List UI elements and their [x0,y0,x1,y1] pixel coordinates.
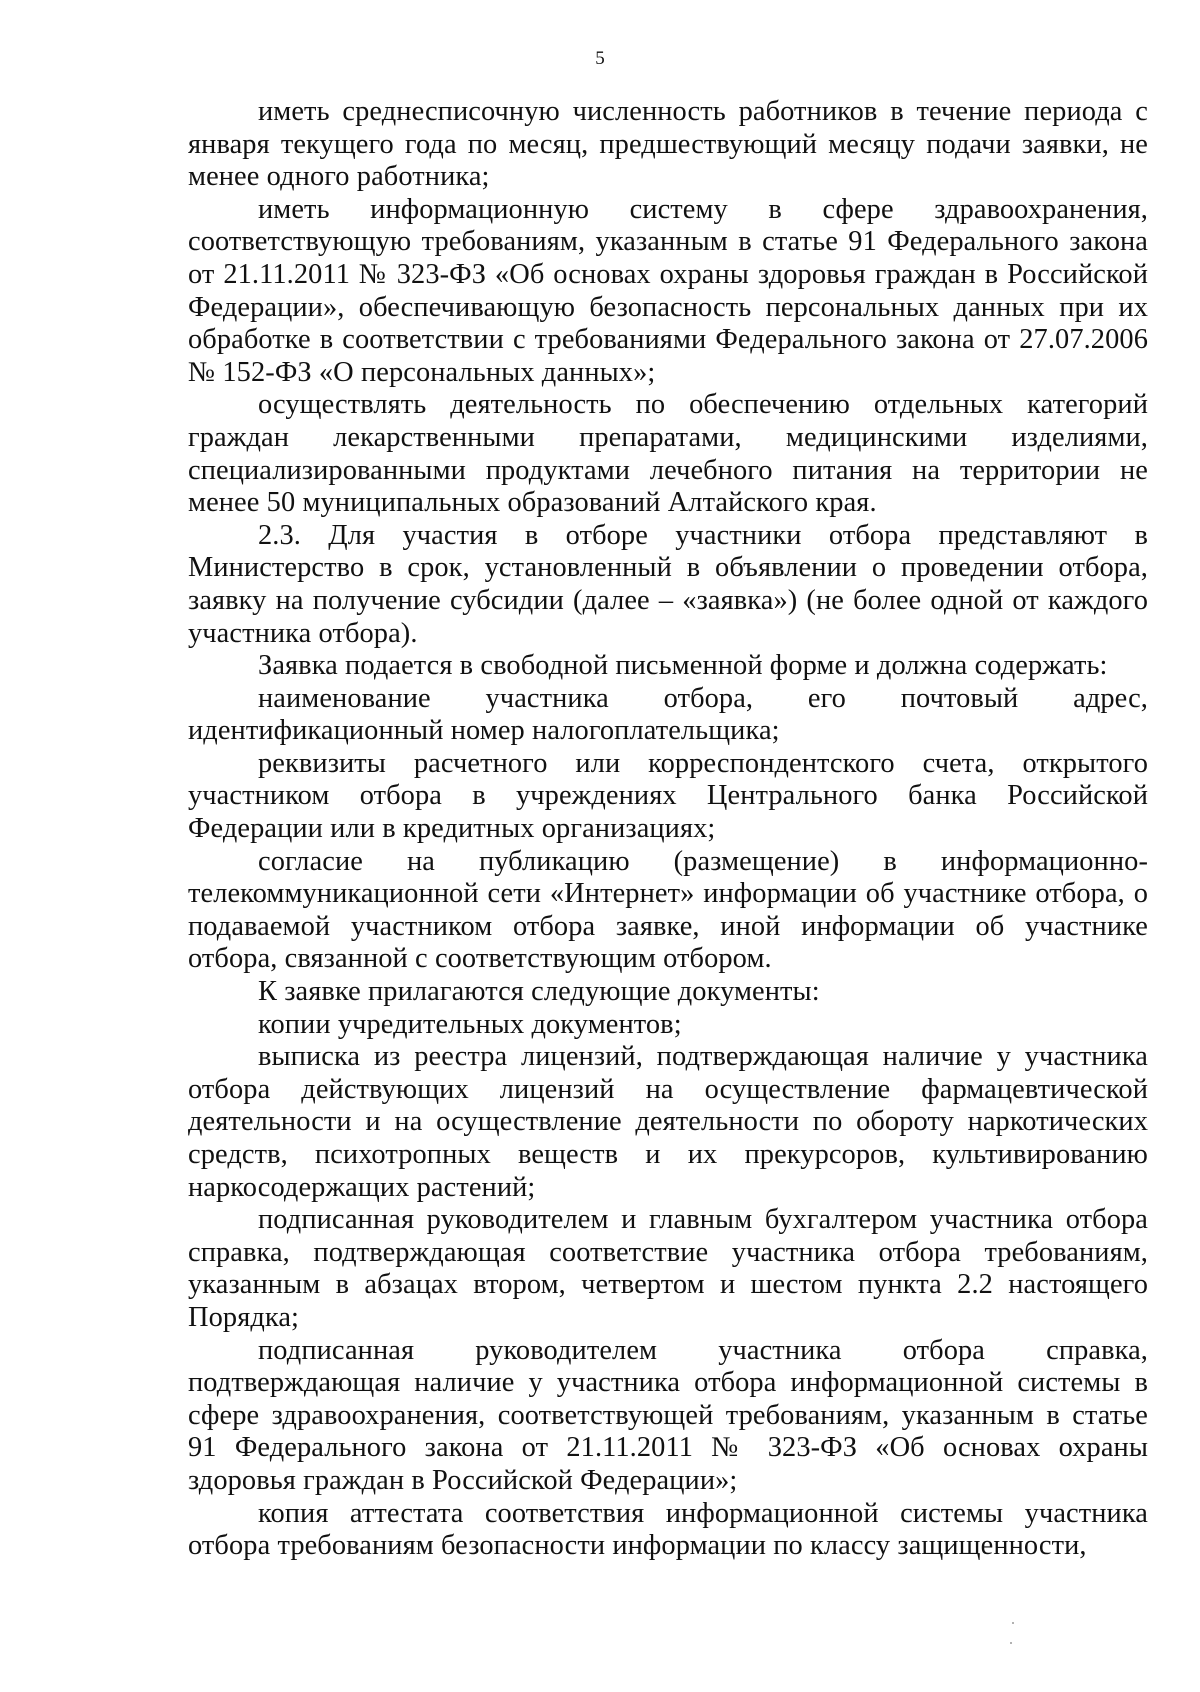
paragraph-license-extract: выписка из реестра лицензий, подтверждающая наличие у участника отбора действующих лицензий на осуществление фармацевтической деятельности и на осуществление деятельности по обороту наркотических средств, психотропных веществ и их прекурсоров, культивированию наркосодержащих растений; [188,1041,1148,1203]
paragraph-name-address: наименование участника отбора, его почтовый адрес, идентификационный номер налогоплательщика; [188,682,1148,747]
paragraph-consent: согласие на публикацию (размещение) в информационно-телекоммуникационной сети «Интернет» информации об участнике отбора, о подаваемой участником отбора заявке, иной информации об участнике отбора, связанной с соответствующим отбором. [188,845,1148,975]
paragraph-attestation-copy: копия аттестата соответствия информационной системы участника отбора требованиям безопасности информации по классу защищенности, [188,1497,1148,1562]
body-text [188,96,1148,1563]
paragraph-activity: осуществлять деятельность по обеспечению отдельных категорий граждан лекарственными препаратами, медицинскими изделиями, специализированными продуктами лечебного питания на территории не менее 50 муниципальных образований Алтайского края. [188,389,1148,519]
paragraph-application-form: Заявка подается в свободной письменной форме и должна содержать: [258,650,1108,682]
paragraph-compliance-certificate: подписанная руководителем и главным бухгалтером участника отбора справка, подтверждающая соответствие участника отбора требованиям, указанным в абзацах втором, четвертом и шестом пункта 2.2 настоящего Порядка; [188,1204,1148,1333]
page-number: 5 [595,48,605,69]
paragraph-bank-details: реквизиты расчетного или корреспондентского счета, открытого участником отбора в учреждениях Центрального банка Российской Федерации или в кредитных организациях; [188,747,1148,845]
paragraph-2-3: 2.3. Для участия в отборе участники отбора представляют в Министерство в срок, установленный в объявлении о проведении отбора, заявку на получение субсидии (далее – «заявка») (не более одной от каждого участника отбора). [188,519,1148,649]
paragraph-system-certificate: подписанная руководителем участника отбора справка, подтверждающая наличие у участника отбора информационной системы в сфере здравоохранения, соответствующей требованиям, указанным в статье 91 Федерального закона от 21.11.2011 № 323-ФЗ «Об основах охраны здоровья граждан в Российской Федерации»; [188,1334,1148,1496]
paragraph-information-system: иметь информационную систему в сфере здравоохранения, соответствующую требованиям, указанным в статье 91 Федерального закона от 21.11.2011 № 323-ФЗ «Об основах охраны здоровья граждан в Российской Федерации», обеспечивающую безопасность персональных данных при их обработке в соответствии с требованиями Федерального закона от 27.07.2006 № 152-ФЗ «О персональных данных»; [188,193,1148,388]
paragraph-headcount: иметь среднесписочную численность работников в течение периода с января текущего года по месяц, предшествующий месяцу подачи заявки, не менее одного работника; [188,96,1148,193]
paragraph-attachments-intro: К заявке прилагаются следующие документы: [258,976,820,1008]
scan-speck [1010,1642,1012,1644]
scan-speck [1012,1622,1014,1624]
paragraph-founding-documents: копии учредительных документов; [258,1008,682,1040]
